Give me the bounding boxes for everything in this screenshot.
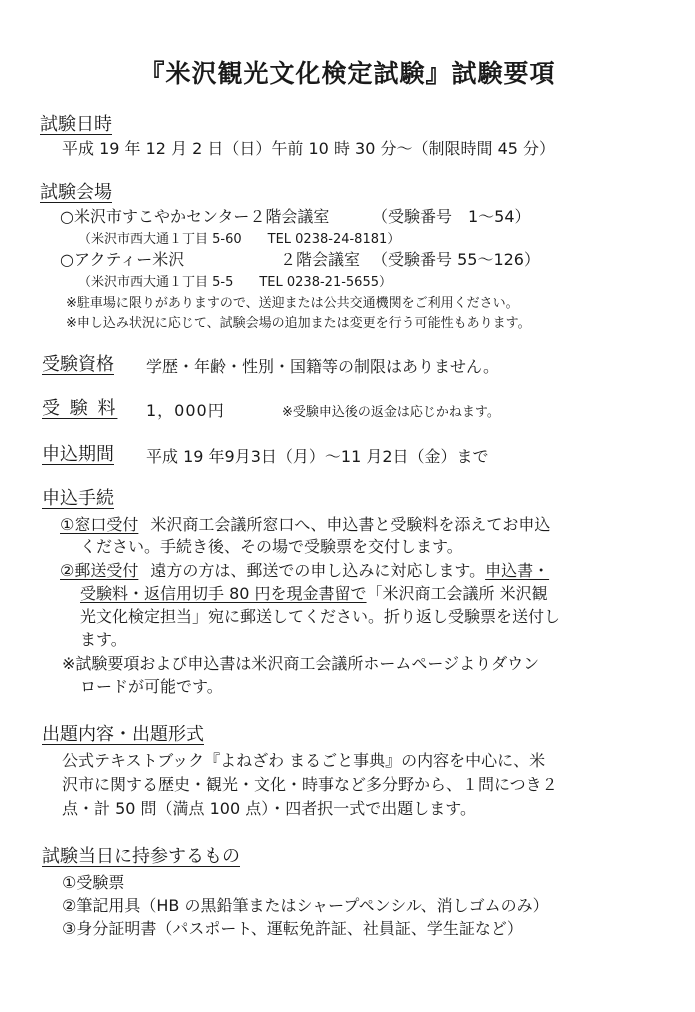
section-heading-fee: 受 験 料 <box>42 398 118 419</box>
venue-2-floor: ２階会議室 <box>280 250 361 269</box>
venue-2-name: ○アクティー米沢 <box>60 250 185 269</box>
content-text-1: 公式テキストブック『よねざわ まるごと事典』の内容を中心に、米 <box>62 751 546 770</box>
counter-text-1: 米沢商工会議所窓口へ、申込書と受験料を添えてお申込 <box>150 515 551 534</box>
venue-1-name: ○米沢市すこやかセンター２階会議室 <box>60 207 330 226</box>
venue-2-address: （米沢市西大通１丁目 5-5 TEL 0238-21-5655） <box>78 275 392 290</box>
venue-1-address: （米沢市西大通１丁目 5-60 TEL 0238-24-8181） <box>78 232 401 247</box>
counter-line-1 <box>60 514 550 536</box>
mail-label: ②郵送受付 <box>60 561 139 580</box>
section-heading-bring: 試験当日に持参するもの <box>42 846 240 867</box>
mail-text-1a: 遠方の方は、郵送での申し込みに対応します。 <box>150 561 486 580</box>
venue-change-note: ※申し込み状況に応じて、試験会場の追加または変更を行う可能性もあります。 <box>66 316 531 331</box>
download-note-1: ※試験要項および申込書は米沢商工会議所ホームページよりダウン <box>62 654 540 673</box>
mail-text-4: ます。 <box>80 630 127 649</box>
content-text-3: 点・計 50 問（満点 100 点）・四者択一式で出題します。 <box>62 799 476 818</box>
mail-text-2a: 受験料・返信用切手 80 円を現金書留で <box>80 584 367 603</box>
section-heading-procedure: 申込手続 <box>42 488 114 509</box>
content-text-2: 沢市に関する歴史・観光・文化・時事など多分野から、１問につき２ <box>62 775 558 794</box>
section-heading-period: 申込期間 <box>42 444 114 465</box>
fee-refund-note: ※受験申込後の返金は応じかねます。 <box>282 405 500 420</box>
mail-text-2b: 「米沢商工会議所 米沢観 <box>366 584 548 603</box>
mail-text-1b: 申込書・ <box>485 561 550 580</box>
mail-line-2 <box>80 583 548 605</box>
page-title: 『米沢観光文化検定試験』試験要項 <box>139 59 556 88</box>
eligibility-text: 学歴・年齢・性別・国籍等の制限はありません。 <box>146 357 499 376</box>
bring-item-3: ③身分証明書（パスポート、運転免許証、社員証、学生証など） <box>62 919 523 938</box>
exam-datetime: 平成 19 年 12 月 2 日（日）午前 10 時 30 分～（制限時間 45 分） <box>62 139 556 158</box>
fee-amount: 1，000円 <box>146 401 225 420</box>
download-note-2: ロードが可能です。 <box>80 677 223 696</box>
parking-note: ※駐車場に限りがありますので、送迎または公共交通機関をご利用ください。 <box>66 296 519 311</box>
venue-1-numbers: （受験番号 1～54） <box>372 207 531 226</box>
bring-item-1: ①受験票 <box>62 873 125 892</box>
application-period: 平成 19 年9月3日（月）～11 月2日（金）まで <box>146 447 489 466</box>
mail-line-1 <box>60 560 549 582</box>
bring-item-2: ②筆記用具（HB の黒鉛筆またはシャープペンシル、消しゴムのみ） <box>62 896 549 915</box>
section-heading-eligibility: 受験資格 <box>42 354 114 375</box>
venue-2-numbers: （受験番号 55～126） <box>372 250 540 269</box>
section-heading-venue: 試験会場 <box>40 182 112 203</box>
section-heading-datetime: 試験日時 <box>40 114 112 135</box>
counter-text-2: ください。手続き後、その場で受験票を交付します。 <box>80 537 463 556</box>
counter-label: ①窓口受付 <box>60 515 139 534</box>
section-heading-content: 出題内容・出題形式 <box>42 724 204 745</box>
mail-text-3: 光文化検定担当」宛に郵送してください。折り返し受験票を送付し <box>80 607 561 626</box>
